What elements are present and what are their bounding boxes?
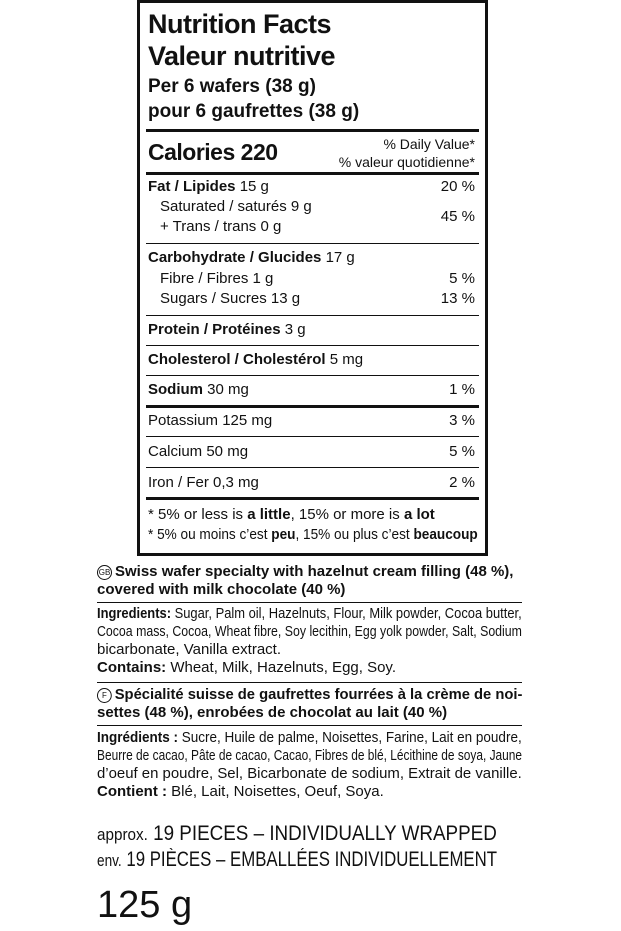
fat-label: Fat / Lipides: [148, 178, 236, 195]
daily-value-french: % valeur quotidienne*: [338, 154, 475, 170]
potassium-pct: 3 %: [449, 412, 475, 429]
protein-label: Protein / Protéines: [148, 321, 281, 338]
daily-value-english: % Daily Value*: [383, 136, 475, 152]
french-ingredients: [97, 729, 522, 801]
fat-row: [148, 178, 475, 196]
divider: [146, 345, 479, 346]
iron-row: Iron / Fer 0,3 mg: [148, 474, 259, 491]
ingredients-text: Cocoa mass, Cocoa, Wheat fibre, Soy lecithin, Egg yolk powder, Salt, Sodium: [97, 623, 522, 640]
footnote-text: , 15% or more is: [290, 506, 404, 523]
ingredients-text: Beurre de cacao, Pâte de cacao, Cacao, Fibres de blé, Lécithine de soya, Jaune: [97, 747, 523, 764]
fat-amount: 15 g: [239, 178, 269, 195]
serving-french: pour 6 gaufrettes (38 g): [148, 101, 360, 122]
cholesterol-amount: 5 mg: [329, 351, 364, 368]
divider: [97, 725, 522, 726]
footnote-emphasis: a little: [247, 506, 291, 523]
sodium-label: Sodium: [148, 381, 203, 398]
desc-line: covered with milk chocolate (40 %): [97, 581, 346, 598]
f-badge-icon: F: [97, 688, 112, 703]
ingredients-label: Ingredients:: [97, 605, 171, 622]
nutrition-facts-panel: [137, 0, 488, 556]
divider-thick: [146, 497, 479, 500]
divider: [146, 315, 479, 316]
calcium-row: Calcium 50 mg: [148, 443, 249, 460]
divider: [146, 375, 479, 376]
footnote-emphasis: a lot: [403, 506, 435, 523]
desc-line: Swiss wafer specialty with hazelnut cream filling (48 %),: [115, 563, 514, 580]
trans-row: + Trans / trans 0 g: [160, 218, 282, 235]
divider: [146, 467, 479, 468]
footnote-text: , 15% ou plus c’est: [295, 526, 414, 543]
sat-trans-pct: 45 %: [440, 208, 475, 225]
pieces-text: 19 PIÈCES – EMBALLÉES INDIVIDUELLEMENT: [121, 848, 498, 871]
contains-label: Contains:: [97, 659, 167, 676]
footnote-emphasis: beaucoup: [413, 526, 478, 543]
sodium-amount: 30 mg: [207, 381, 249, 398]
serving-english: Per 6 wafers (38 g): [148, 76, 316, 97]
footnote-emphasis: peu: [271, 526, 296, 543]
desc-line: settes (48 %), enrobées de chocolat au lait (40 %): [97, 704, 448, 721]
net-weight: 125 g: [97, 884, 193, 926]
sodium-row: [148, 381, 475, 399]
divider-thick: [146, 172, 479, 175]
gb-badge-icon: GB: [97, 565, 112, 580]
ingredients-text: Sugar, Palm oil, Hazelnuts, Flour, Milk powder, Cocoa butter,: [170, 605, 522, 622]
divider: [97, 602, 522, 603]
ingredients-text: d’oeuf en poudre, Sel, Bicarbonate de sodium, Extrait de vanille.: [97, 765, 522, 782]
sugars-pct: 13 %: [440, 290, 475, 307]
divider: [97, 682, 522, 683]
divider-thick: [146, 405, 479, 408]
english-ingredients: [97, 605, 522, 677]
fibre-pct: 5 %: [449, 270, 475, 287]
pieces-text: 19 PIECES – INDIVIDUALLY WRAPPED: [147, 822, 497, 845]
carb-label: Carbohydrate / Glucides: [148, 249, 322, 266]
pieces-english: [97, 822, 497, 847]
saturated-row: Saturated / saturés 9 g: [160, 198, 312, 215]
title-english: Nutrition Facts: [148, 9, 332, 39]
calories: Calories 220: [148, 139, 278, 165]
sugars-row: Sugars / Sucres 13 g: [160, 290, 301, 307]
sodium-pct: 1 %: [449, 381, 475, 398]
protein-amount: 3 g: [284, 321, 306, 338]
french-description: [97, 686, 522, 722]
approx-prefix: approx.: [97, 825, 148, 844]
title-french: Valeur nutritive: [148, 41, 336, 71]
divider: [146, 436, 479, 437]
iron-pct: 2 %: [449, 474, 475, 491]
desc-line: Spécialité suisse de gaufrettes fourrées à la crème de noi-: [114, 686, 523, 703]
potassium-row: Potassium 125 mg: [148, 412, 273, 429]
carb-amount: 17 g: [325, 249, 355, 266]
pieces-french: [97, 848, 497, 873]
contains-text: Blé, Lait, Noisettes, Oeuf, Soya.: [166, 783, 384, 800]
ingredients-text: bicarbonate, Vanilla extract.: [97, 641, 281, 658]
footnote-text: * 5% ou moins c’est: [148, 526, 272, 543]
divider-thick: [146, 129, 479, 132]
contains-label: Contient :: [97, 783, 167, 800]
env-prefix: env.: [97, 851, 122, 870]
calcium-pct: 5 %: [449, 443, 475, 460]
ingredients-text: Sucre, Huile de palme, Noisettes, Farine, Lait en poudre,: [178, 729, 522, 746]
fat-pct: 20 %: [440, 178, 475, 195]
contains-text: Wheat, Milk, Hazelnuts, Egg, Soy.: [166, 659, 396, 676]
fibre-row: Fibre / Fibres 1 g: [160, 270, 274, 287]
cholesterol-row: [148, 351, 475, 369]
footnote-text: * 5% or less is: [148, 506, 248, 523]
footnote-english: [148, 505, 435, 524]
english-description: [97, 563, 522, 599]
ingredients-label: Ingrédients :: [97, 729, 179, 746]
divider: [146, 243, 479, 244]
cholesterol-label: Cholesterol / Cholestérol: [148, 351, 326, 368]
protein-row: [148, 321, 475, 339]
footnote-french: [148, 525, 478, 544]
carb-row: [148, 249, 475, 267]
